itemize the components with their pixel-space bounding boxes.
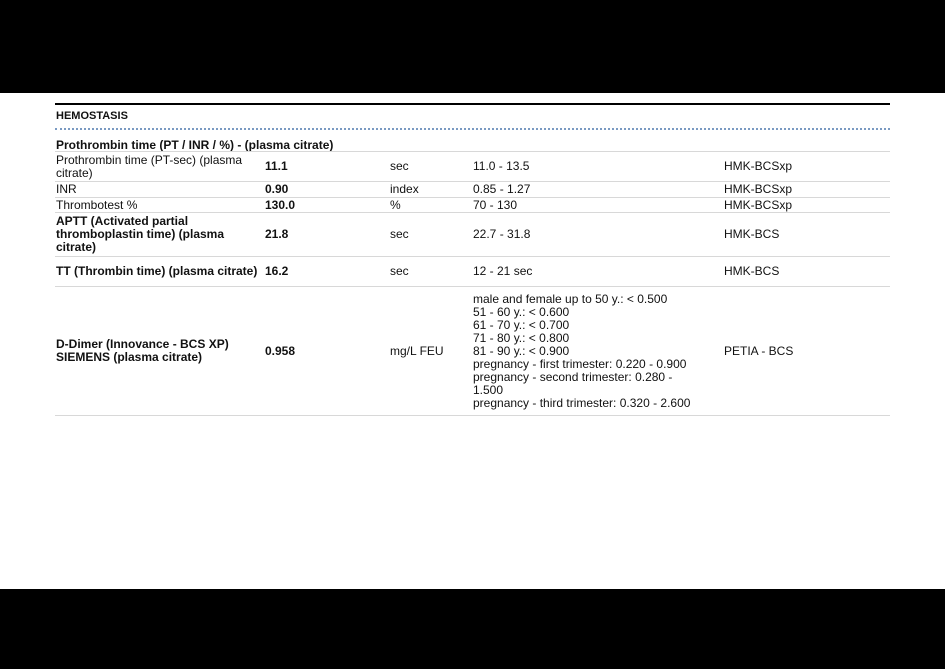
test-reference-range: 11.0 - 13.5	[473, 159, 530, 173]
top-rule	[55, 103, 890, 105]
test-name: TT (Thrombin time) (plasma citrate)	[56, 264, 258, 278]
dotted-separator	[55, 128, 890, 130]
table-row	[55, 287, 890, 416]
test-name: INR	[56, 182, 77, 196]
table-row	[55, 182, 890, 198]
test-result: 21.8	[265, 227, 289, 241]
test-unit: sec	[390, 227, 409, 241]
test-reference-range: 70 - 130	[473, 197, 518, 212]
lab-report-page	[0, 93, 945, 589]
test-method: HMK-BCS	[724, 264, 780, 278]
test-method: HMK-BCS	[724, 227, 780, 241]
reference-line: 71 - 80 y.: < 0.800	[473, 330, 570, 345]
reference-line: 61 - 70 y.: < 0.700	[473, 317, 570, 332]
test-method: HMK-BCSxp	[724, 159, 793, 173]
test-unit: sec	[390, 264, 409, 278]
test-reference-range: 0.85 - 1.27	[473, 182, 531, 196]
test-reference-range	[473, 287, 713, 415]
test-unit: mg/L FEU	[390, 343, 444, 358]
table-row	[55, 198, 890, 213]
test-name: D-Dimer (Innovance - BCS XP) SIEMENS (plasma citrate)	[56, 337, 229, 364]
reference-line: male and female up to 50 y.: < 0.500	[473, 291, 668, 306]
table-row	[55, 257, 890, 287]
test-unit: %	[390, 197, 401, 212]
test-reference-range: 12 - 21 sec	[473, 264, 533, 278]
test-method: HMK-BCSxp	[724, 197, 793, 212]
reference-line: 51 - 60 y.: < 0.600	[473, 304, 570, 319]
reference-line: 81 - 90 y.: < 0.900	[473, 343, 570, 358]
reference-line: pregnancy - second trimester: 0.280 -	[473, 369, 673, 384]
test-result: 16.2	[265, 264, 289, 278]
reference-range-list	[473, 293, 690, 410]
test-unit: sec	[390, 159, 409, 173]
test-unit: index	[390, 182, 419, 196]
test-result: 0.90	[265, 182, 289, 196]
test-method: PETIA - BCS	[724, 343, 794, 358]
test-result: 0.958	[265, 343, 296, 358]
test-name: Prothrombin time (PT-sec) (plasma citrate)	[56, 152, 243, 180]
table-row	[55, 213, 890, 257]
reference-line: pregnancy - third trimester: 0.320 - 2.600	[473, 395, 691, 410]
test-name: APTT (Activated partial thromboplastin time) (plasma citrate)	[56, 214, 225, 254]
reference-line: 1.500	[473, 382, 504, 397]
test-result: 130.0	[265, 197, 296, 212]
test-result: 11.1	[265, 159, 288, 173]
reference-line: pregnancy - first trimester: 0.220 - 0.900	[473, 356, 687, 371]
table-row	[55, 152, 890, 182]
test-reference-range: 22.7 - 31.8	[473, 227, 531, 241]
group-title: Prothrombin time (PT / INR / %) - (plasma citrate)	[56, 138, 334, 152]
section-title: HEMOSTASIS	[56, 110, 128, 122]
test-method: HMK-BCSxp	[724, 182, 793, 196]
test-name: Thrombotest %	[56, 197, 138, 212]
